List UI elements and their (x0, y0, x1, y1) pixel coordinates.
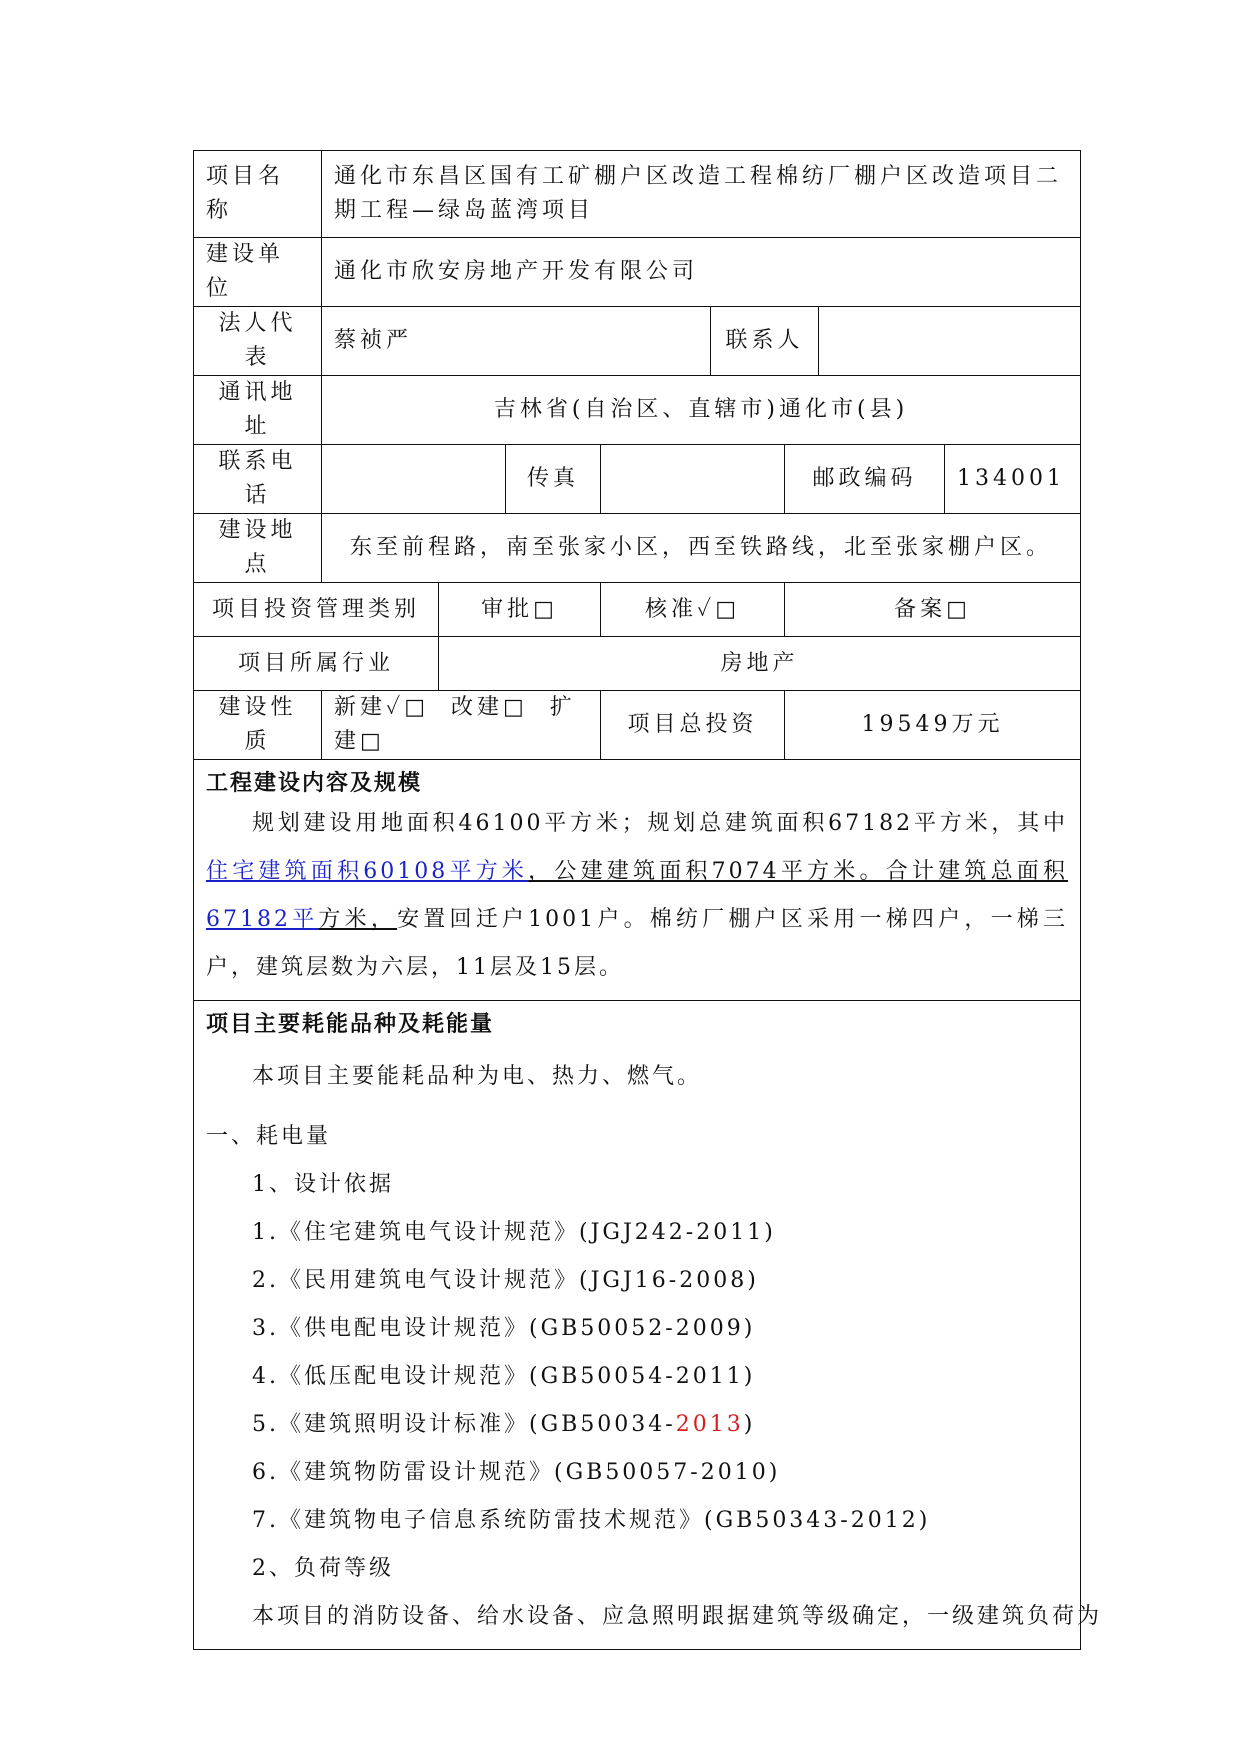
total-invest-value: 19549万元 (785, 691, 1081, 760)
standard-item: 6.《建筑物防雷设计规范》(GB50057-2010) (252, 1460, 781, 1485)
postcode-value: 134001 (945, 445, 1081, 514)
form-page (193, 150, 1103, 1650)
legal-rep-value: 蔡祯严 (322, 307, 711, 376)
standard-item: 5.《建筑照明设计标准》(GB50034-2013) (252, 1412, 756, 1437)
address-label: 通讯地址 (194, 376, 322, 445)
contact-value (819, 307, 1081, 376)
fax-value (601, 445, 785, 514)
location-label: 建设地点 (194, 514, 322, 583)
design-basis-heading: 1、设计依据 (252, 1172, 394, 1197)
project-info-table (193, 150, 1103, 1650)
standard-item: 2.《民用建筑电气设计规范》(JGJ16-2008) (252, 1268, 759, 1293)
phone-label: 联系电话 (194, 445, 322, 514)
industry-label: 项目所属行业 (194, 637, 439, 691)
industry-value: 房地产 (439, 637, 1081, 691)
location-value: 东至前程路，南至张家小区，西至铁路线，北至张家棚户区。 (322, 514, 1081, 583)
section-electricity: 一、耗电量 (206, 1124, 332, 1149)
total-invest-label: 项目总投资 (601, 691, 785, 760)
standard-item: 4.《低压配电设计规范》(GB50054-2011) (252, 1364, 756, 1389)
nature-options (322, 691, 601, 760)
unit-label: 建设单位 (194, 238, 322, 307)
expand-option: 扩建□ (334, 695, 576, 754)
new-option: 新建✓□ (334, 695, 429, 720)
energy-title: 项目主要耗能品种及耗能量 (206, 1011, 495, 1037)
total-area-link[interactable]: 67182平 (206, 907, 319, 932)
scale-title: 工程建设内容及规模 (206, 770, 423, 796)
standard-item: 3.《供电配电设计规范》(GB50052-2009) (252, 1316, 756, 1341)
invest-category-label: 项目投资管理类别 (194, 583, 439, 637)
load-level-heading: 2、负荷等级 (252, 1556, 394, 1581)
rebuild-option: 改建□ (450, 695, 528, 720)
postcode-label: 邮政编码 (785, 445, 945, 514)
scale-section (194, 760, 1081, 1001)
residential-area-link[interactable]: 住宅建筑面积60108平方米 (206, 859, 529, 884)
unit-value: 通化市欣安房地产开发有限公司 (322, 238, 1081, 307)
legal-rep-label: 法人代表 (194, 307, 322, 376)
energy-section (194, 1001, 1103, 1650)
standard-item: 1.《住宅建筑电气设计规范》(JGJ242-2011) (252, 1220, 776, 1245)
contact-label: 联系人 (711, 307, 819, 376)
load-level-paragraph: 本项目的消防设备、给水设备、应急照明跟据建筑等级确定，一级建筑负荷为 (252, 1604, 1103, 1629)
phone-value (322, 445, 506, 514)
project-name-value: 通化市东昌区国有工矿棚户区改造工程棉纺厂棚户区改造项目二期工程—绿岛蓝湾项目 (322, 151, 1081, 238)
approval-option: 审批□ (439, 583, 601, 637)
address-value: 吉林省(自治区、直辖市)通化市(县) (322, 376, 1081, 445)
record-option: 备案□ (785, 583, 1081, 637)
energy-intro: 本项目主要能耗品种为电、热力、燃气。 (252, 1064, 703, 1089)
fax-label: 传真 (506, 445, 601, 514)
project-name-label: 项目名称 (194, 151, 322, 238)
verify-option: 核准✓□ (601, 583, 785, 637)
nature-label: 建设性质 (194, 691, 322, 760)
standard-item: 7.《建筑物电子信息系统防雷技术规范》(GB50343-2012) (252, 1508, 931, 1533)
scale-paragraph: 规划建设用地面积46100平方米；规划总建筑面积67182平方米，其中住宅建筑面积60108平方米，公建建筑面积7074平方米。合计建筑总面积67182平方米，安置回迁户1001户。棉纺厂棚户区采用一梯四户，一梯三户，建筑层数为六层，11层及15层。 (206, 811, 1069, 980)
